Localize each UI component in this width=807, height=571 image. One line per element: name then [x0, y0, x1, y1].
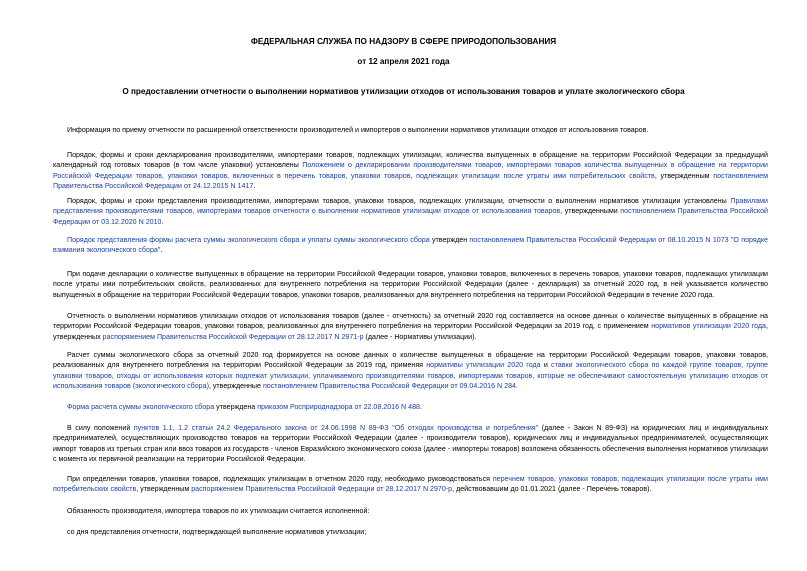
document-link[interactable]: Положением о декларировании производителями товаров, импортерами товаров количества выпущенных в обращение на территории Российской Федерации товаров, упаковки товаров, включенных в перечень товаров, упаковки товаров, подлежащих утилизации после утраты ими потребительских свойств: [53, 161, 768, 180]
paragraph-declaration-procedure: [53, 150, 768, 191]
paragraph-obligation-item: [53, 527, 768, 537]
paragraph-goods-list: [53, 474, 768, 495]
document-link[interactable]: Форма расчета суммы экологического сбора: [67, 403, 215, 411]
paragraph-text: утвержден: [429, 236, 470, 244]
paragraph-text: При определении товаров, упаковки товаров, подлежащих утилизации в отчетном 2020 году, необходимо руководствоваться: [67, 475, 493, 483]
document-title: О предоставлении отчетности о выполнении нормативов утилизации отходов от использования товаров и уплате экологического сбора: [122, 87, 685, 96]
paragraph-law-89fz: [53, 423, 768, 464]
paragraph-fee-form: [53, 402, 768, 412]
paragraph-text: Информация по приему отчетности по расширенной ответственности производителей и импортеров о выполнении нормативов утилизации отходов от использования товаров.: [67, 126, 649, 134]
paragraph-text: В силу положений: [67, 424, 134, 432]
paragraph-text: .: [253, 181, 256, 190]
paragraph-text: Расчет суммы экологического сбора за отчетный 2020 год формируется на основе данных о количестве выпущенных в обращение на территории Российской Федерации товаров, упаковки товаров, реализованных для внутреннего потребления на территории Российской Федерации за 2019 год, применяя: [53, 351, 768, 370]
paragraph-reporting-procedure: [53, 196, 768, 227]
paragraph-text: .: [160, 246, 163, 255]
document-link[interactable]: приказом Росприроднадзора от 22.08.2016 N 488: [257, 403, 420, 411]
paragraph-text: Порядок, формы и сроки декларирования производителями, импортерами товаров, подлежащих утилизации, количества выпущенных в обращение на территории Российской Федерации за предыдущий календарный год готовых товаров (в том числе упаковки) установлены: [53, 151, 768, 170]
document-link[interactable]: Порядок представления формы расчета суммы экологического сбора и уплаты суммы экологического сбора: [67, 236, 430, 244]
document-link[interactable]: постановлением Правительства Российской Федерации от 09.04.2016 N 284: [262, 381, 516, 390]
paragraph-text: , утвержденными: [560, 207, 621, 216]
paragraph-reporting-2020: [53, 311, 768, 342]
paragraph-text: .: [161, 217, 164, 226]
paragraph-declaration-2020: [53, 269, 768, 300]
paragraph-intro: [53, 125, 768, 135]
document-link[interactable]: распоряжением Правительства Российской Федерации от 28.12.2017 N 2970-р: [191, 485, 453, 494]
paragraph-text: и: [540, 361, 552, 370]
paragraph-text: утверждена: [214, 403, 258, 411]
paragraph-text: , утвержденным: [654, 171, 714, 180]
paragraph-text: , действовавшим до 01.01.2021 (далее - Перечень товаров).: [452, 485, 652, 494]
paragraph-text: , утвержденные: [208, 381, 263, 390]
paragraph-text: (далее - Закон N 89-ФЗ) на юридических лиц и индивидуальных предпринимателей, осуществляющих производство товаров на территории Российской Федерации (далее - производители товаров), юридических лиц и индивидуальных предпринимателей, осуществляющих импорт товаров из третьих стран или ввоз товаров из государств - членов Евразийского экономического союза (далее - импортеры товаров) возложена обязанность обеспечения выполнения нормативов утилизации с момента их первичной реализации на территории Российской Федерации.: [53, 424, 769, 463]
paragraph-eco-fee-procedure: [53, 235, 768, 256]
document-link[interactable]: нормативы утилизации 2020 года: [426, 361, 541, 370]
document-date: от 12 апреля 2021 года: [357, 57, 450, 66]
paragraph-text: со дня представления отчетности, подтверждающей выполнение нормативов утилизации;: [67, 528, 367, 536]
paragraph-text: Порядок, формы и сроки представления производителями, импортерами товаров, упаковки товаров, подлежащих утилизации, отчетности о выполнении нормативов утилизации установлены: [67, 197, 731, 205]
document-link[interactable]: распоряжением Правительства Российской Федерации от 28.12.2017 N 2971-р: [102, 332, 364, 341]
paragraph-text: , утвержденным: [136, 485, 192, 494]
paragraph-text: При подаче декларации о количестве выпущенных в обращение на территории Российской Федерации товаров, упаковки товаров, включенных в перечень товаров, упаковки товаров, подлежащих утилизации после утраты ими потребительских свойств, реализованных для внутреннего потребления на территории Российской Федерации (далее - декларация) за отчетный 2020 год, в ней указывается количество выпущенных в обращение на территории Российской Федерации товаров, упаковки товаров, реализованных для внутреннего потребления на территории Российской Федерации в течение 2020 года.: [53, 270, 768, 299]
document-link[interactable]: пунктов 1.1, 1.2 статьи 24.2 Федерального закона от 24.06.1998 N 89-ФЗ "Об отходах производства и потребления": [133, 424, 539, 432]
document-link[interactable]: постановлением Правительства Российской Федерации от 24.12.2015 N 1417: [53, 171, 768, 190]
document-link[interactable]: нормативов утилизации 2020 года: [651, 322, 767, 331]
document-link[interactable]: постановлением Правительства Российской Федерации от 08.10.2015 N 1073 "О порядке взимания экологического сбора": [53, 236, 768, 255]
document-link[interactable]: перечнем товаров, упаковки товаров, подлежащих утилизации после утраты ими потребительских свойств: [53, 475, 768, 494]
document-link[interactable]: постановлением Правительства Российской Федерации от 03.12.2020 N 2010: [53, 207, 769, 226]
paragraph-text: .: [419, 403, 422, 411]
document-link[interactable]: ставки экологического сбора по каждой группе товаров, группе упаковки товаров, отходы от использования которых подлежат утилизации, уплачиваемого производителями товаров, импортерами товаров, которые не обеспечивают самостоятельную утилизацию отходов от использования товаров (экологического сбора): [53, 361, 768, 390]
paragraph-text: (далее - Нормативы утилизации).: [363, 332, 477, 341]
paragraph-text: .: [515, 381, 518, 390]
paragraph-fee-calculation: [53, 350, 768, 391]
agency-heading: ФЕДЕРАЛЬНАЯ СЛУЖБА ПО НАДЗОРУ В СФЕРЕ ПРИРОДОПОЛЬЗОВАНИЯ: [250, 37, 557, 46]
paragraph-text: , утвержденных: [53, 322, 768, 341]
paragraph-obligation: [53, 506, 768, 516]
paragraph-text: Отчетность о выполнении нормативов утилизации отходов от использования товаров (далее - отчетность) за отчетный 2020 год составляется на основе данных о количестве выпущенных в обращение на территории Российской Федерации товаров, упаковки товаров, реализованных для внутреннего потребления на территории Российской Федерации за 2019 год, с применением: [53, 312, 768, 331]
paragraph-text: Обязанность производителя, импортера товаров по их утилизации считается исполненной:: [67, 507, 370, 515]
document-link[interactable]: Правилами представления производителями товаров, импортерами товаров отчетности о выполнении нормативов утилизации отходов от использования товаров: [53, 197, 768, 216]
